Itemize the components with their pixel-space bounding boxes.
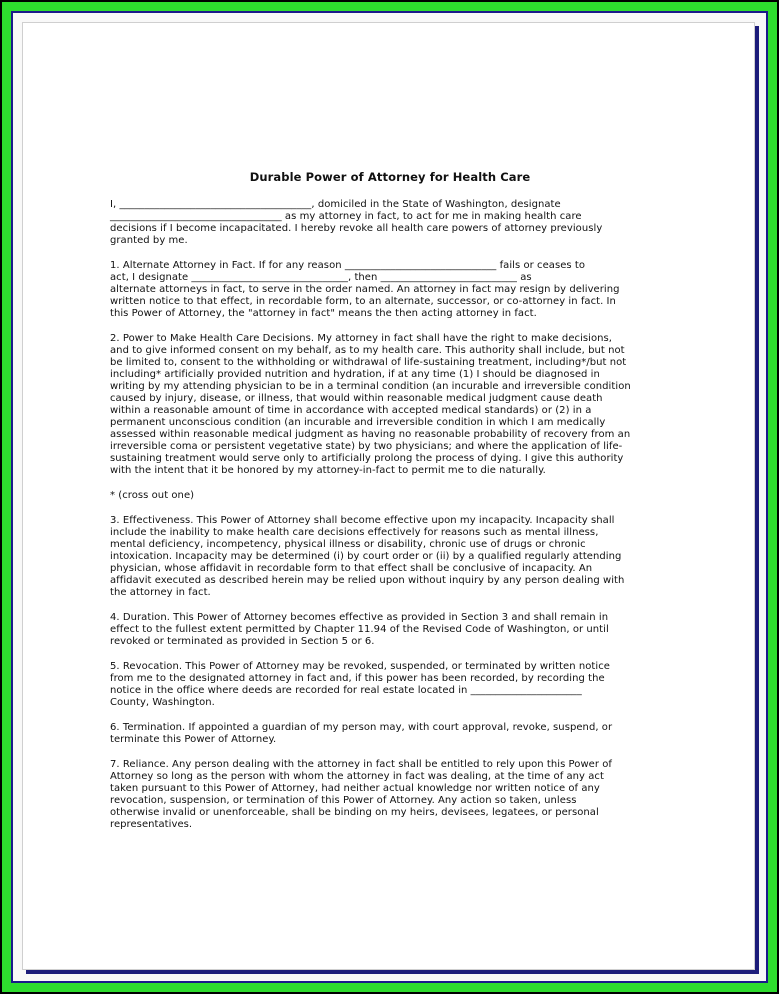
document-page bbox=[22, 22, 755, 970]
paragraph-designation: I, ______________________________________, domiciled in the State of Washington, designate __________________________________ as my attorney in fact, to act for me in making health care decisions if I become incapacitated. I hereby revoke all health care powers of attorney previously granted by me. bbox=[110, 199, 603, 246]
paragraph-health-care-decisions: 2. Power to Make Health Care Decisions. My attorney in fact shall have the right to make decisions, and to give informed consent on my behalf, as to my health care. This authority shall include, but not be limited to, consent to the withholding or withdrawal of life-sustaining treatment, including*/but not including* artificially provided nutrition and hydration, if at any time (1) I should be diagnosed in writing by my attending physician to be in a terminal condition (an incurable and irreversible condition caused by injury, disease, or illness, that would within reasonable medical judgment cause death within a reasonable amount of time in accordance with accepted medical standards) or (2) in a permanent unconscious condition (an incurable and irreversible condition in which I am medically assessed within reasonable medical judgment as having no reasonable probability of recovery from an irreversible coma or persistent vegetative state) by two physicians; and where the application of life- sustaining treatment would serve only to artificially prolong the process of dying. I give this authority with the intent that it be honored by my attorney-in-fact to permit me to die naturally. bbox=[110, 333, 631, 476]
paragraph-cross-out-note: * (cross out one) bbox=[110, 490, 195, 501]
paragraph-effectiveness: 3. Effectiveness. This Power of Attorney shall become effective upon my incapacity. Incapacity shall include the inability to make health care decisions effectively for reasons such as mental illness, mental deficiency, incompetency, physical illness or disability, chronic use of drugs or chronic intoxication. Incapacity may be determined (i) by court order or (ii) by a qualified regularly attending physician, whose affidavit in recordable form to that effect shall be conclusive of incapacity. An affidavit executed as described herein may be relied upon without inquiry by any person dealing with the attorney in fact. bbox=[110, 515, 625, 598]
paragraph-termination: 6. Termination. If appointed a guardian of my person may, with court approval, revoke, suspend, or terminate this Power of Attorney. bbox=[110, 722, 613, 745]
paragraph-revocation: 5. Revocation. This Power of Attorney may be revoked, suspended, or terminated by written notice from me to the designated attorney in fact and, if this power has been recorded, by recording the notice in the office where deeds are recorded for real estate located in ______________________ County, Washington. bbox=[110, 661, 610, 708]
document-body bbox=[110, 171, 670, 844]
paragraph-reliance: 7. Reliance. Any person dealing with the attorney in fact shall be entitled to rely upon this Power of Attorney so long as the person with whom the attorney in fact was dealing, at the time of any act taken pursuant to this Power of Attorney, had neither actual knowledge nor written notice of any revocation, suspension, or termination of this Power of Attorney. Any action so taken, unless otherwise invalid or unenforceable, shall be binding on my heirs, devisees, legatees, or personal representatives. bbox=[110, 759, 613, 830]
document-title: Durable Power of Attorney for Health Care bbox=[249, 170, 531, 184]
paragraph-alternate-attorney: 1. Alternate Attorney in Fact. If for any reason ______________________________ fails or ceases to act, I designate _______________________________, then ___________________________ as alternate attorneys in fact, to serve in the order named. An attorney in fact may resign by delivering written notice to that effect, in recordable form, to an alternate, successor, or co-attorney in fact. In this Power of Attorney, the "attorney in fact" means the then acting attorney in fact. bbox=[110, 260, 620, 319]
paragraph-duration: 4. Duration. This Power of Attorney becomes effective as provided in Section 3 and shall remain in effect to the fullest extent permitted by Chapter 11.94 of the Revised Code of Washington, or until revoked or terminated as provided in Section 5 or 6. bbox=[110, 612, 609, 647]
